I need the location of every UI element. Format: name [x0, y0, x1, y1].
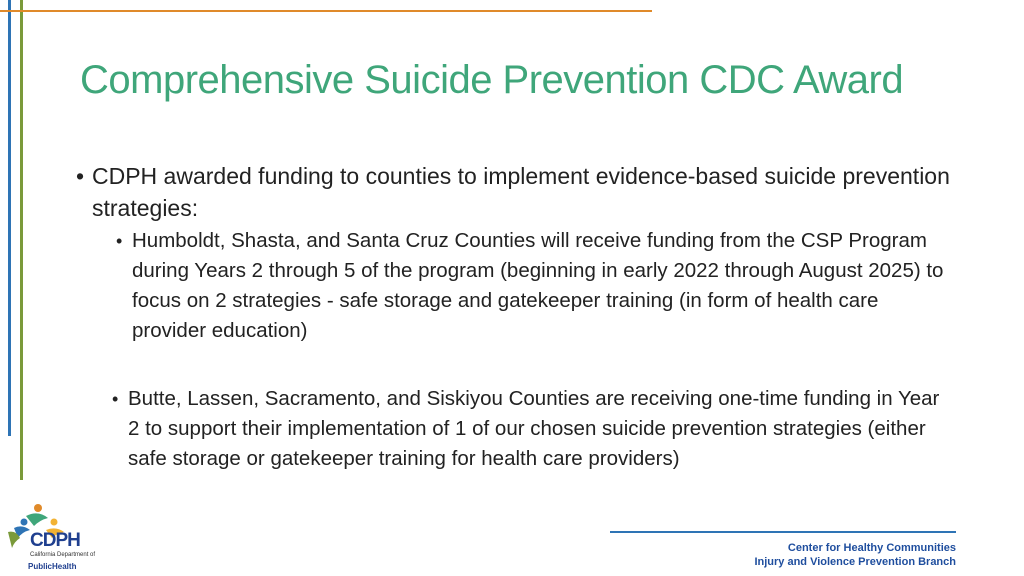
footer-rule	[610, 531, 956, 533]
logo-subtitle: California Department of	[30, 552, 96, 558]
slide-title: Comprehensive Suicide Prevention CDC Award	[80, 58, 904, 102]
logo-publichealth: PublicHealth	[28, 562, 77, 571]
bullet-dot-icon: •	[112, 389, 119, 409]
logo-wordmark: CDPH	[30, 530, 80, 551]
left-blue-rule	[8, 0, 11, 436]
bullet-main-text: CDPH awarded funding to counties to implement evidence-based suicide prevention strategies:	[92, 163, 950, 221]
left-green-rule	[20, 0, 23, 480]
bullet-sub-1-text: Humboldt, Shasta, and Santa Cruz Counties will receive funding from the CSP Program during Years 2 through 5 of the program (beginning in early 2022 through August 2025) to focus on 2 strategies - safe storage and gatekeeper training (in form of health care provider education)	[132, 229, 944, 342]
footer-branch-info	[754, 541, 956, 569]
top-orange-rule	[0, 10, 652, 12]
bullet-dot-icon: •	[116, 231, 123, 251]
footer-line-2: Injury and Violence Prevention Branch	[754, 556, 956, 568]
bullet-main	[76, 160, 956, 224]
bullet-sub-2	[112, 384, 942, 474]
bullet-sub-2-text: Butte, Lassen, Sacramento, and Siskiyou Counties are receiving one-time funding in Year 2 to support their implementation of 1 of our chosen suicide prevention strategies (either safe storage or gatekeeper training for health care providers)	[128, 387, 940, 470]
bullet-sub-1	[116, 226, 946, 346]
bullet-dot-icon: •	[76, 163, 85, 189]
footer-line-1: Center for Healthy Communities	[787, 542, 956, 554]
